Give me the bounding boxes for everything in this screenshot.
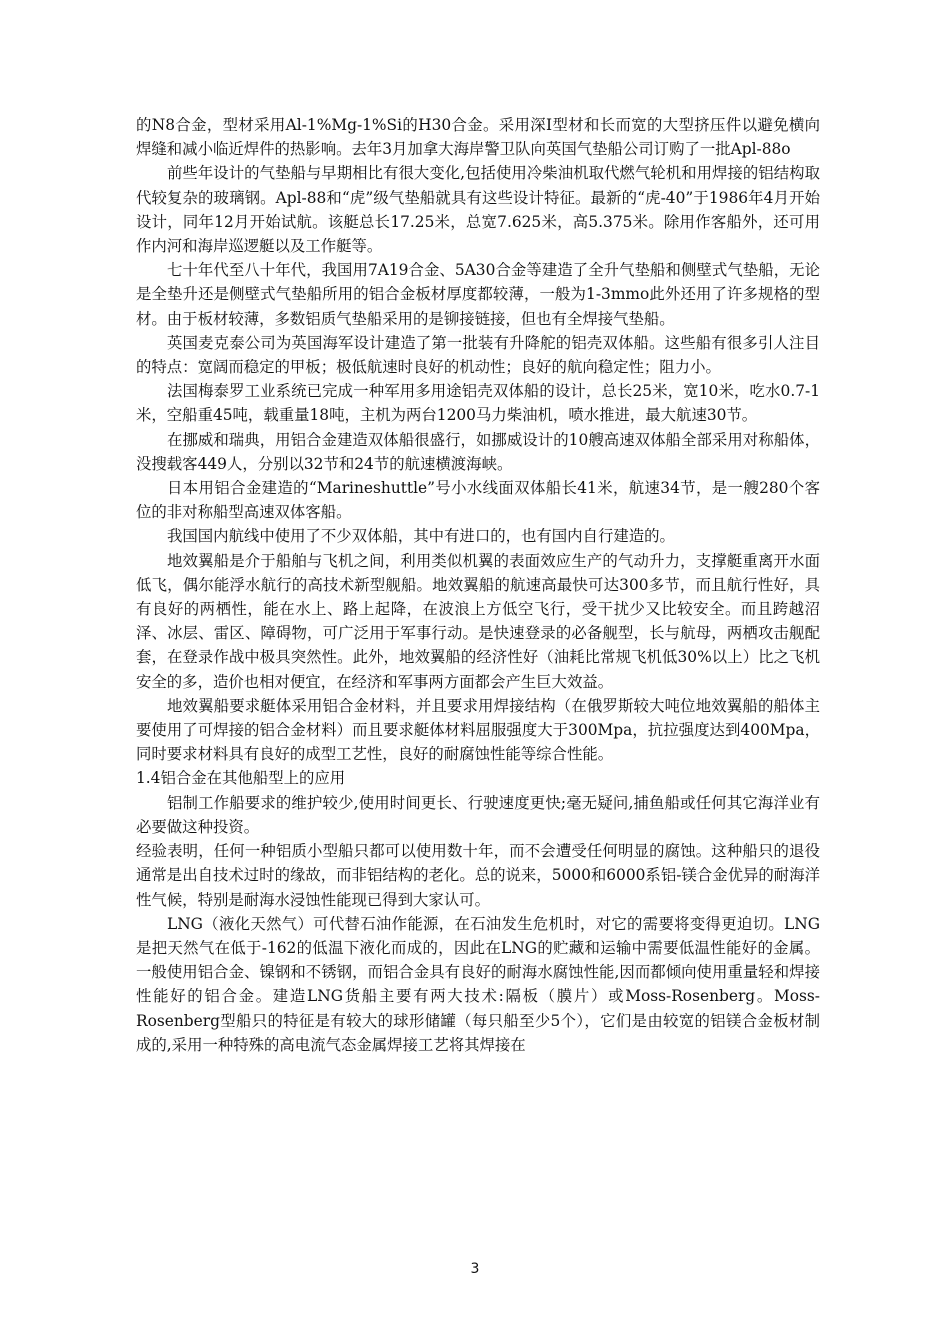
paragraph: 法国梅泰罗工业系统已完成一种军用多用途铝壳双体船的设计，总长25米，宽10米，吃水0.7-1米，空船重45吨，载重量18吨，主机为两台1200马力柴油机，喷水推进，最大航速30节。 — [136, 382, 820, 425]
paragraph: 日本用铝合金建造的“Marineshuttle”号小水线面双体船长41米，航速34节，是一艘280个客位的非对称船型高速双体客船。 — [136, 479, 820, 522]
paragraph: 前些年设计的气垫船与早期相比有很大变化,包括使用冷柴油机取代燃气轮机和用焊接的铝结构取代较复杂的玻璃钢。Apl-88和“虎”级气垫船就具有这些设计特征。最新的“虎-40”于1986年4月开始设计，同年12月开始试航。该艇总长17.25米，总宽7.625米，高5.375米。除用作客船外，还可用作内河和海岸巡逻艇以及工作艇等。 — [136, 164, 820, 256]
section-heading: 1.4铝合金在其他船型上的应用 — [136, 769, 346, 788]
paragraph: 在挪威和瑞典，用铝合金建造双体船很盛行，如挪威设计的10艘高速双体船全部采用对称船体，没搜载客449人，分别以32节和24节的航速横渡海峡。 — [136, 430, 820, 473]
paragraph: 地效翼船是介于船舶与飞机之间，利用类似机翼的表面效应生产的气动升力，支撑艇重离开水面低飞，偶尔能浮水航行的高技术新型舰船。地效翼船的航速高最快可达300多节，而且航行性好，具有良好的两栖性，能在水上、路上起降，在波浪上方低空飞行，受干扰少又比较安全。而且跨越沼泽、冰层、雷区、障碍物，可广泛用于军事行动。是快速登录的必备舰型，长与航母，两栖攻击舰配套，在登录作战中极具突然性。此外，地效翼船的经济性好（油耗比常规飞机低30%以上）比之飞机安全的多，造价也相对便宜，在经济和军事两方面都会产生巨大效益。 — [136, 551, 820, 691]
document-body — [136, 113, 820, 1057]
paragraph: 铝制工作船要求的维护较少,使用时间更长、行驶速度更快;毫无疑问,捕鱼船或任何其它海洋业有必要做这种投资。 — [136, 793, 820, 836]
paragraph: 的N8合金，型材采用Al-1%Mg-1%Si的H30合金。采用深I型材和长而宽的大型挤压件以避免横向焊缝和减小临近焊件的热影响。去年3月加拿大海岸警卫队向英国气垫船公司订购了一批Apl-88o — [136, 116, 820, 159]
paragraph: 我国国内航线中使用了不少双体船，其中有进口的，也有国内自行建造的。 — [167, 527, 675, 546]
page-number: 3 — [470, 1261, 480, 1277]
paragraph: 七十年代至八十年代，我国用7A19合金、5A30合金等建造了全升气垫船和侧壁式气垫船，无论是全垫升还是侧壁式气垫船所用的铝合金板材厚度都较薄，一般为1-3mmo此外还用了许多规格的型材。由于板材较薄，多数铝质气垫船采用的是铆接链接，但也有全焊接气垫船。 — [136, 261, 820, 328]
paragraph: LNG（液化天然气）可代替石油作能源，在石油发生危机时，对它的需要将变得更迫切。LNG是把天然气在低于-162的低温下液化而成的，因此在LNG的贮藏和运输中需要低温性能好的金属。一般使用铝合金、镍钢和不锈钢，而铝合金具有良好的耐海水腐蚀性能,因而都倾向使用重量轻和焊接性能好的铝合金。建造LNG货船主要有两大技术:隔板（膜片）或Moss-Rosenberg。Moss-Rosenberg型船只的特征是有较大的球形储罐（每只船至少5个），它们是由较宽的铝镁合金板材制成的,采用一种特殊的高电流气态金属焊接工艺将其焊接在 — [136, 914, 820, 1054]
paragraph: 经验表明，任何一种铝质小型船只都可以使用数十年，而不会遭受任何明显的腐蚀。这种船只的退役通常是出自技术过时的缘故，而非铝结构的老化。总的说来，5000和6000系铝-镁合金优异的耐海洋性气候，特别是耐海水浸蚀性能现已得到大家认可。 — [136, 842, 820, 909]
paragraph: 地效翼船要求艇体采用铝合金材料，并且要求用焊接结构（在俄罗斯较大吨位地效翼船的船体主要使用了可焊接的铝合金材料）而且要求艇体材料屈服强度大于300Mpa，抗拉强度达到400Mpa，同时要求材料具有良好的成型工艺性，良好的耐腐蚀性能等综合性能。 — [136, 696, 820, 764]
paragraph: 英国麦克泰公司为英国海军设计建造了第一批装有升降舵的铝壳双体船。这些船有很多引人注目的特点：宽阔而稳定的甲板；极低航速时良好的机动性；良好的航向稳定性；阻力小。 — [136, 333, 820, 377]
